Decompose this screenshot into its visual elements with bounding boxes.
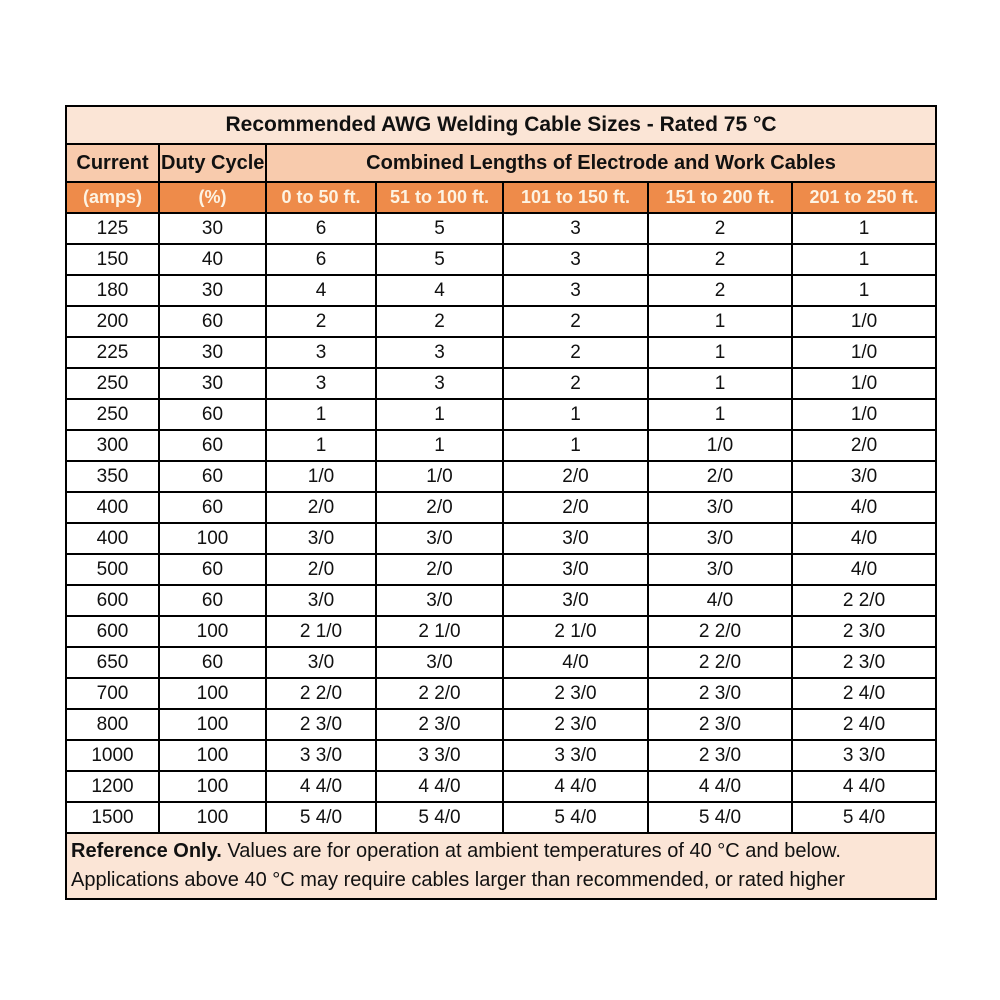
table-cell: 2 3/0 — [503, 709, 648, 740]
table-cell: 2 3/0 — [266, 709, 376, 740]
table-cell: 2 1/0 — [266, 616, 376, 647]
table-cell: 4/0 — [792, 554, 936, 585]
table-title: Recommended AWG Welding Cable Sizes - Rated 75 °C — [66, 106, 936, 144]
table-cell: 5 4/0 — [792, 802, 936, 833]
table-cell: 60 — [159, 554, 266, 585]
subheader-cell: 201 to 250 ft. — [792, 182, 936, 213]
footer-note — [66, 833, 936, 899]
table-cell: 30 — [159, 213, 266, 244]
table-cell: 60 — [159, 306, 266, 337]
table-cell: 1 — [648, 337, 792, 368]
table-cell: 2 — [648, 244, 792, 275]
table-cell: 2 — [648, 213, 792, 244]
table-cell: 5 4/0 — [266, 802, 376, 833]
table-cell: 4/0 — [792, 492, 936, 523]
table-cell: 2 — [648, 275, 792, 306]
table-cell: 1 — [376, 430, 503, 461]
table-cell: 150 — [66, 244, 159, 275]
table-cell: 200 — [66, 306, 159, 337]
table-cell: 4 4/0 — [503, 771, 648, 802]
subheader-cell: 101 to 150 ft. — [503, 182, 648, 213]
table-cell: 100 — [159, 802, 266, 833]
table-cell: 3 3/0 — [376, 740, 503, 771]
table-cell: 650 — [66, 647, 159, 678]
table-cell: 1000 — [66, 740, 159, 771]
table-row — [66, 399, 936, 430]
table-cell: 800 — [66, 709, 159, 740]
table-cell: 5 4/0 — [648, 802, 792, 833]
table-cell: 2 — [376, 306, 503, 337]
subheader-cell: 51 to 100 ft. — [376, 182, 503, 213]
table-cell: 4 — [266, 275, 376, 306]
table-cell: 400 — [66, 523, 159, 554]
table-cell: 1500 — [66, 802, 159, 833]
table-cell: 3 — [376, 368, 503, 399]
table-cell: 3/0 — [503, 585, 648, 616]
table-row — [66, 616, 936, 647]
table-cell: 30 — [159, 368, 266, 399]
table-row — [66, 275, 936, 306]
table-cell: 60 — [159, 430, 266, 461]
table-cell: 1/0 — [792, 306, 936, 337]
table-row — [66, 554, 936, 585]
table-cell: 1200 — [66, 771, 159, 802]
table-cell: 2/0 — [266, 492, 376, 523]
table-cell: 3 — [266, 337, 376, 368]
table-cell: 3 3/0 — [792, 740, 936, 771]
table-cell: 2 3/0 — [792, 616, 936, 647]
table-cell: 3/0 — [266, 647, 376, 678]
table-cell: 5 4/0 — [503, 802, 648, 833]
table-cell: 1 — [792, 275, 936, 306]
table-cell: 100 — [159, 771, 266, 802]
table-cell: 3/0 — [648, 523, 792, 554]
table-row — [66, 492, 936, 523]
table-cell: 1/0 — [648, 430, 792, 461]
table-cell: 350 — [66, 461, 159, 492]
table-cell: 3 3/0 — [503, 740, 648, 771]
table-cell: 4/0 — [648, 585, 792, 616]
table-cell: 3/0 — [792, 461, 936, 492]
table-cell: 3 3/0 — [266, 740, 376, 771]
table-cell: 100 — [159, 523, 266, 554]
table-cell: 2/0 — [503, 461, 648, 492]
footer-line-1-text: Values are for operation at ambient temperatures of 40 °C and below. — [221, 840, 841, 862]
table-row — [66, 368, 936, 399]
table-cell: 4 — [376, 275, 503, 306]
table-cell: 30 — [159, 337, 266, 368]
table-cell: 4 4/0 — [792, 771, 936, 802]
table-cell: 2 3/0 — [648, 709, 792, 740]
table-cell: 1/0 — [266, 461, 376, 492]
table-cell: 1/0 — [792, 368, 936, 399]
table-cell: 1 — [648, 399, 792, 430]
table-cell: 3/0 — [376, 523, 503, 554]
table-cell: 250 — [66, 368, 159, 399]
table-row — [66, 244, 936, 275]
table-cell: 3 — [503, 244, 648, 275]
table-cell: 2 — [266, 306, 376, 337]
table-cell: 2 3/0 — [503, 678, 648, 709]
table-cell: 60 — [159, 399, 266, 430]
footer-line-1 — [71, 837, 931, 866]
table-row — [66, 709, 936, 740]
table-cell: 4 4/0 — [266, 771, 376, 802]
table-cell: 3 — [503, 275, 648, 306]
table-cell: 2 — [503, 306, 648, 337]
table-cell: 6 — [266, 213, 376, 244]
table-cell: 3/0 — [376, 585, 503, 616]
table-cell: 40 — [159, 244, 266, 275]
table-cell: 2 4/0 — [792, 709, 936, 740]
table-cell: 180 — [66, 275, 159, 306]
table-cell: 2 2/0 — [648, 647, 792, 678]
table-cell: 225 — [66, 337, 159, 368]
footer-row — [66, 833, 936, 899]
table-cell: 4/0 — [792, 523, 936, 554]
table-cell: 1 — [503, 399, 648, 430]
table-cell: 100 — [159, 740, 266, 771]
table-cell: 2/0 — [266, 554, 376, 585]
table-cell: 1/0 — [376, 461, 503, 492]
table-cell: 600 — [66, 585, 159, 616]
table-cell: 400 — [66, 492, 159, 523]
table-cell: 5 — [376, 244, 503, 275]
table-cell: 125 — [66, 213, 159, 244]
group-header-row — [66, 144, 936, 182]
table-cell: 3/0 — [503, 523, 648, 554]
table-cell: 2 2/0 — [648, 616, 792, 647]
table-cell: 2 — [503, 368, 648, 399]
table-cell: 2 3/0 — [376, 709, 503, 740]
table-row — [66, 430, 936, 461]
table-cell: 2 3/0 — [792, 647, 936, 678]
table-cell: 2 2/0 — [792, 585, 936, 616]
table-row — [66, 585, 936, 616]
table-cell: 1/0 — [792, 337, 936, 368]
table-cell: 30 — [159, 275, 266, 306]
subheader-cell: (amps) — [66, 182, 159, 213]
subheader-cell: 151 to 200 ft. — [648, 182, 792, 213]
table-row — [66, 678, 936, 709]
table-cell: 1 — [792, 213, 936, 244]
table-cell: 60 — [159, 461, 266, 492]
table-cell: 60 — [159, 492, 266, 523]
table-row — [66, 647, 936, 678]
table-cell: 1 — [266, 399, 376, 430]
table-cell: 2/0 — [503, 492, 648, 523]
table-row — [66, 740, 936, 771]
table-cell: 500 — [66, 554, 159, 585]
table-cell: 1 — [503, 430, 648, 461]
table-row — [66, 213, 936, 244]
table-cell: 2 — [503, 337, 648, 368]
table-cell: 2 1/0 — [376, 616, 503, 647]
table-cell: 1 — [648, 368, 792, 399]
table-cell: 6 — [266, 244, 376, 275]
header-duty-cycle: Duty Cycle — [159, 144, 266, 182]
table-cell: 60 — [159, 585, 266, 616]
table-cell: 1 — [266, 430, 376, 461]
table-cell: 700 — [66, 678, 159, 709]
table-cell: 3 — [266, 368, 376, 399]
table-row — [66, 337, 936, 368]
subheader-row — [66, 182, 936, 213]
table-cell: 3/0 — [266, 523, 376, 554]
table-row — [66, 461, 936, 492]
table-cell: 100 — [159, 678, 266, 709]
table-cell: 1/0 — [792, 399, 936, 430]
footer-line-2: Applications above 40 °C may require cables larger than recommended, or rated higher — [71, 869, 845, 891]
table-cell: 3/0 — [266, 585, 376, 616]
table-cell: 100 — [159, 616, 266, 647]
table-cell: 2/0 — [376, 554, 503, 585]
table-cell: 5 4/0 — [376, 802, 503, 833]
table-cell: 2/0 — [648, 461, 792, 492]
table-cell: 3/0 — [648, 492, 792, 523]
table-cell: 2 3/0 — [648, 740, 792, 771]
welding-cable-table — [65, 105, 937, 900]
table-cell: 300 — [66, 430, 159, 461]
header-combined-lengths: Combined Lengths of Electrode and Work Cables — [266, 144, 936, 182]
table-cell: 3/0 — [376, 647, 503, 678]
table-cell: 2 2/0 — [266, 678, 376, 709]
table-cell: 2/0 — [792, 430, 936, 461]
table-cell: 1 — [376, 399, 503, 430]
table-row — [66, 771, 936, 802]
table-cell: 4 4/0 — [376, 771, 503, 802]
table-row — [66, 523, 936, 554]
subheader-cell: (%) — [159, 182, 266, 213]
table-row — [66, 802, 936, 833]
table-cell: 2/0 — [376, 492, 503, 523]
table-cell: 2 4/0 — [792, 678, 936, 709]
table-cell: 2 1/0 — [503, 616, 648, 647]
table-cell: 2 3/0 — [648, 678, 792, 709]
table-row — [66, 306, 936, 337]
table-cell: 4 4/0 — [648, 771, 792, 802]
table-cell: 3 — [503, 213, 648, 244]
table-cell: 3/0 — [503, 554, 648, 585]
table-cell: 5 — [376, 213, 503, 244]
footer-reference-only: Reference Only. — [71, 840, 222, 862]
table-cell: 4/0 — [503, 647, 648, 678]
table-cell: 1 — [648, 306, 792, 337]
table-cell: 250 — [66, 399, 159, 430]
subheader-cell: 0 to 50 ft. — [266, 182, 376, 213]
title-row — [66, 106, 936, 144]
table-cell: 3 — [376, 337, 503, 368]
table-cell: 2 2/0 — [376, 678, 503, 709]
header-current: Current — [66, 144, 159, 182]
table-cell: 600 — [66, 616, 159, 647]
table-cell: 60 — [159, 647, 266, 678]
table-cell: 100 — [159, 709, 266, 740]
table-cell: 3/0 — [648, 554, 792, 585]
table-cell: 1 — [792, 244, 936, 275]
